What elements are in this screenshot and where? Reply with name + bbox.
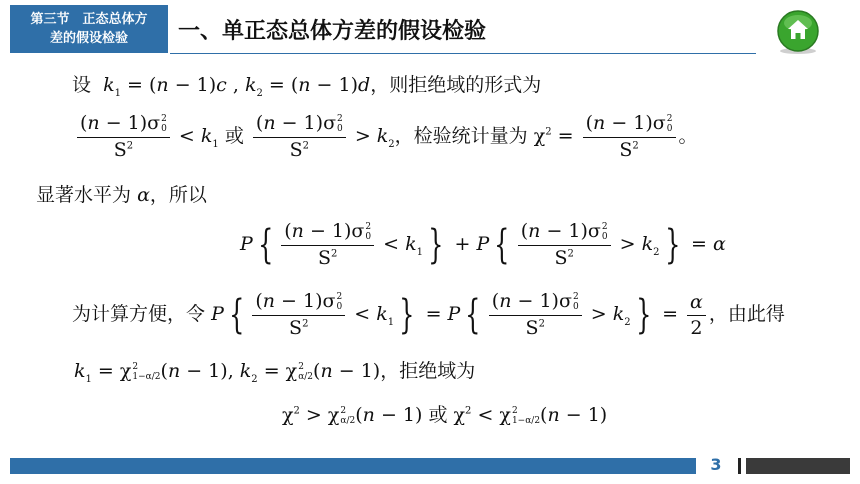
fraction-alpha-half: $\frac{\alpha}{2}$ (687, 293, 706, 338)
home-button[interactable] (774, 10, 822, 56)
text-significance: 显著水平为 (36, 184, 132, 206)
formula-line-6: $k_1 = \chi$ 2 1−α/2 (n − 1), $k_2 = \chi$ 2 α/2 (n − 1)，拒绝域为 (74, 360, 476, 385)
fraction-p4: (n − 1)σ 2 0 $S^2$ (489, 292, 582, 338)
fraction-p2: (n − 1)σ 2 0 $S^2$ (518, 222, 611, 268)
formula-line-7: $\chi^2 > \chi$ 2 α/2 (n − 1) 或 $\chi^2 < \chi$ 2 1−α/2 (n − 1) (282, 404, 608, 426)
text-for-convenience: 为计算方便，令 (72, 303, 206, 325)
section-badge (10, 5, 168, 53)
fraction-p1: (n − 1)σ 2 0 $S^2$ (281, 222, 374, 268)
text-period: 。 (678, 125, 698, 147)
home-icon (774, 10, 822, 56)
fraction-statistic-c: (n − 1)σ 2 0 $S^2$ (583, 114, 676, 160)
text-therefore: ，所以 (149, 184, 207, 206)
formula-line-3: 显著水平为 α，所以 (36, 184, 207, 206)
footer-separator (738, 458, 741, 474)
formula-line-1 (72, 76, 541, 99)
fraction-p3: (n − 1)σ 2 0 $S^2$ (252, 292, 345, 338)
fraction-statistic-b: (n − 1)σ 2 0 $S^2$ (253, 114, 346, 160)
text-rejection-form: ，则拒绝域的形式为 (370, 74, 542, 96)
formula-line-2: (n − 1)σ 2 0 $S^2$ < $k_1$ 或 (n − 1)σ 2 0 $S^2$ > $k_2$，检验统计量为 $\chi^2$ = (n − 1)σ 2 0 $S^2$ 。 (74, 114, 698, 160)
text-or: 或 (224, 125, 244, 147)
text-test-statistic: ，检验统计量为 (394, 125, 528, 147)
formula-line-5: 为计算方便，令 P { (n − 1)σ 2 0 $S^2$ < $k_1$ } = P { (n − 1)σ 2 0 $S^2$ > $k_2$ } = $\frac{\alpha}{2}$ ，由此得 (72, 290, 785, 339)
footer-right-block (746, 458, 850, 474)
page-number: 3 (710, 455, 722, 474)
math-k-definitions: $k_1 = (n - 1)c$ , $k_2 = (n - 1)d$ (103, 74, 371, 99)
text-rejection-region: ，拒绝域为 (380, 360, 476, 382)
title-underline (170, 53, 756, 54)
formula-line-4: P { (n − 1)σ 2 0 $S^2$ < $k_1$ } + P { (n − 1)σ 2 0 $S^2$ > $k_2$ } = α (240, 220, 726, 269)
footer-bar (10, 458, 696, 474)
text-hence: ，由此得 (708, 303, 785, 325)
section-label-line2: 差的假设检验 (49, 31, 128, 46)
section-label-line1: 第三节 正态总体方 (30, 12, 148, 27)
text-or-2: 或 (428, 404, 448, 426)
page-title: 一、单正态总体方差的假设检验 (178, 19, 487, 44)
fraction-statistic-a: (n − 1)σ 2 0 $S^2$ (77, 114, 170, 160)
text-she: 设 (72, 74, 92, 96)
